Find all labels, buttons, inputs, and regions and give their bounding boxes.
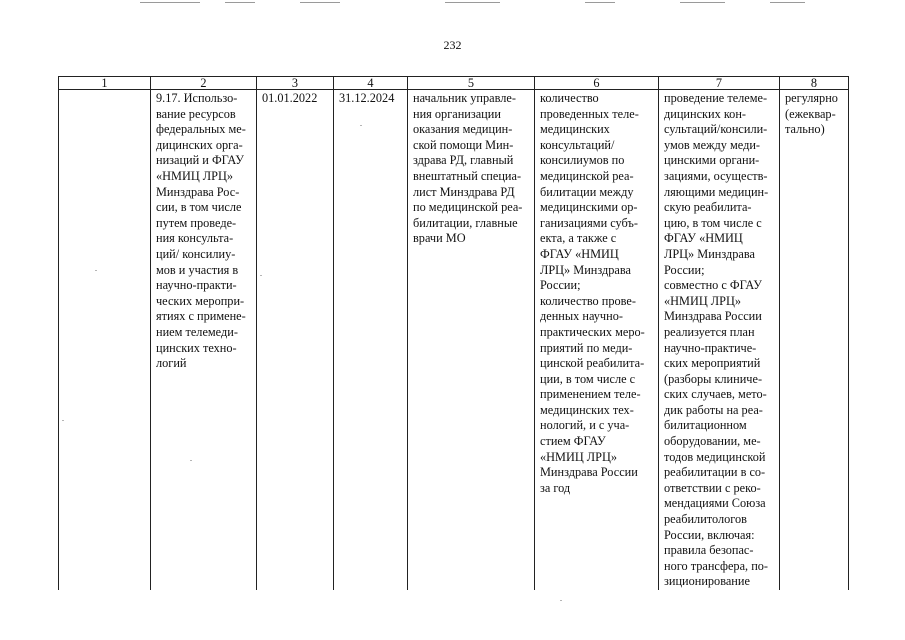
cell-text-line: зациями, осуществ- xyxy=(664,168,768,183)
page-number: 232 xyxy=(443,38,462,52)
cell-text-line: ции, в том числе с xyxy=(540,371,636,386)
cell-text-line: ответствии с реко- xyxy=(664,480,761,495)
cell-text-line: лист Минздрава РД xyxy=(413,184,515,199)
cell-text-line: екта, а также с xyxy=(540,231,617,246)
cell-text-line: цию, в том числе с xyxy=(664,215,762,230)
cell-text-line: медицинских xyxy=(540,122,610,137)
cell-text-line: стием ФГАУ xyxy=(540,434,606,449)
cell-text-line: консультаций/ xyxy=(540,137,615,152)
cell-text-line: цинскими органи- xyxy=(664,153,760,168)
column-header-8: 8 xyxy=(780,77,849,90)
cell-text-line: научно-практи- xyxy=(156,278,237,293)
cell-text-line: ций/ консилиу- xyxy=(156,246,236,261)
cell-text-line: приятий по меди- xyxy=(540,340,633,355)
cell-text-line: билитации между xyxy=(540,184,634,199)
cell-text-line: совместно с ФГАУ xyxy=(664,278,762,293)
cell-text-line: проведение телеме- xyxy=(664,91,768,105)
table-row xyxy=(59,90,849,591)
cell-text-line: умов между меди- xyxy=(664,137,761,152)
cell-text-line: ЛРЦ» Минздрава xyxy=(540,262,631,277)
cell-text-line: ЛРЦ» Минздрава xyxy=(664,246,755,261)
cell-text-line: вание ресурсов xyxy=(156,106,236,121)
cell-result xyxy=(659,90,780,591)
cell-text-line: ФГАУ «НМИЦ xyxy=(664,231,743,246)
cell-text-line: билитационном xyxy=(664,418,747,433)
cell-text-line: оказания медицин- xyxy=(413,122,513,137)
cell-text-line: ской помощи Мин- xyxy=(413,137,514,152)
cell-text-line: медицинских тех- xyxy=(540,402,634,417)
cell-text-line: (разборы клиниче- xyxy=(664,371,763,386)
cell-text-line: здрава РД, главный xyxy=(413,153,514,168)
cell-text-line: ляющими медицин- xyxy=(664,184,769,199)
column-header-6: 6 xyxy=(535,77,659,90)
cell-text-line: начальник управле- xyxy=(413,91,516,105)
cell-text-line: ских мероприятий xyxy=(664,356,761,371)
cell-text-line: 01.01.2022 xyxy=(262,91,318,105)
document-table xyxy=(58,76,849,590)
cell-text-line: России; xyxy=(540,278,581,293)
cell-text-line: регулярно xyxy=(785,91,838,105)
table-header-row xyxy=(59,77,849,90)
cell-text-line: проведенных теле- xyxy=(540,106,639,121)
cell-text-line: мов и участия в xyxy=(156,262,239,277)
cell-text-line: практических меро- xyxy=(540,324,645,339)
cell-text-line: количество xyxy=(540,91,599,105)
column-header-7: 7 xyxy=(659,77,780,90)
cell-text-line: научно-практиче- xyxy=(664,340,757,355)
cell-text-line: «НМИЦ ЛРЦ» xyxy=(664,293,742,308)
cell-text-line: реализуется план xyxy=(664,324,755,339)
cell-text-line: федеральных ме- xyxy=(156,122,246,137)
cell-text-line: ческих меропри- xyxy=(156,293,245,308)
cell-text-line: применением теле- xyxy=(540,387,641,402)
cell-text-line: по медицинской реа- xyxy=(413,200,523,215)
cell-text-line: за год xyxy=(540,480,571,495)
cell-start-date xyxy=(257,90,334,591)
column-header-1: 1 xyxy=(59,77,151,90)
cell-text-line: реабилитации в со- xyxy=(664,465,766,480)
column-header-3: 3 xyxy=(257,77,334,90)
cell-text-line: Минздрава России xyxy=(664,309,762,324)
cell-text-line: ФГАУ «НМИЦ xyxy=(540,246,619,261)
cell-text-line: мендациями Союза xyxy=(664,496,766,511)
cell-text-line: правила безопас- xyxy=(664,543,754,558)
cell-text-line: сии, в том числе xyxy=(156,200,242,215)
cell-text-line: количество прове- xyxy=(540,293,636,308)
cell-text-line: внештатный специа- xyxy=(413,168,522,183)
cell-text-line: ного трансфера, по- xyxy=(664,558,769,573)
cell-text-line: тально) xyxy=(785,122,825,137)
cell-text-line: (ежеквар- xyxy=(785,106,836,121)
cell-text-line: ских случаев, мето- xyxy=(664,387,767,402)
cell-text-line: консилиумов по xyxy=(540,153,625,168)
cell-text-line: России; xyxy=(664,262,705,277)
cell-text-line: билитации, главные xyxy=(413,215,518,230)
cell-measure-name xyxy=(151,90,257,591)
cell-text-line: врачи МО xyxy=(413,231,466,246)
cell-text-line: сультаций/консили- xyxy=(664,122,768,137)
cell-text-line: скую реабилита- xyxy=(664,200,752,215)
cell-frequency xyxy=(780,90,849,591)
cell-text-line: дик работы на реа- xyxy=(664,402,763,417)
cell-text-line: оборудовании, ме- xyxy=(664,434,761,449)
cell-responsible xyxy=(408,90,535,591)
cell-text-line: Минздрава Рос- xyxy=(156,184,240,199)
cell-text-line: «НМИЦ ЛРЦ» xyxy=(156,168,234,183)
cell-text-line: медицинской реа- xyxy=(540,168,634,183)
cell-text-line: цинских техно- xyxy=(156,340,237,355)
column-header-2: 2 xyxy=(151,77,257,90)
cell-text-line: Минздрава России xyxy=(540,465,638,480)
cell-text-line: ния консульта- xyxy=(156,231,234,246)
cell-text-line: дицинских кон- xyxy=(664,106,746,121)
cell-text-line: медицинскими ор- xyxy=(540,200,638,215)
cell-indicator xyxy=(535,90,659,591)
cell-text-line: цинской реабилита- xyxy=(540,356,645,371)
cell-text-line: ятиях с примене- xyxy=(156,309,246,324)
cell-text-line: зиционирование xyxy=(664,574,750,589)
cell-text-line: нием телемеди- xyxy=(156,324,238,339)
cell-text-line: 31.12.2024 xyxy=(339,91,395,105)
column-header-5: 5 xyxy=(408,77,535,90)
cell-text-line: 9.17. Использо- xyxy=(156,91,238,105)
cell-text-line: реабилитологов xyxy=(664,512,747,527)
cell-text-line: денных научно- xyxy=(540,309,623,324)
cell-text-line: дицинских орга- xyxy=(156,137,243,152)
cell-text-line: ния организации xyxy=(413,106,501,121)
cell-text-line: России, включая: xyxy=(664,527,755,542)
column-header-4: 4 xyxy=(334,77,408,90)
cell-text-line: ганизациями субъ- xyxy=(540,215,638,230)
cell-text-line: низаций и ФГАУ xyxy=(156,153,244,168)
cell-text-line: тодов медицинской xyxy=(664,449,766,464)
cell-text-line: «НМИЦ ЛРЦ» xyxy=(540,449,618,464)
cell-text-line: путем проведе- xyxy=(156,215,237,230)
cell-text-line: логий xyxy=(156,356,187,371)
cell-end-date xyxy=(334,90,408,591)
cell-text-line: нологий, и с уча- xyxy=(540,418,630,433)
cell-col-1 xyxy=(59,90,151,591)
